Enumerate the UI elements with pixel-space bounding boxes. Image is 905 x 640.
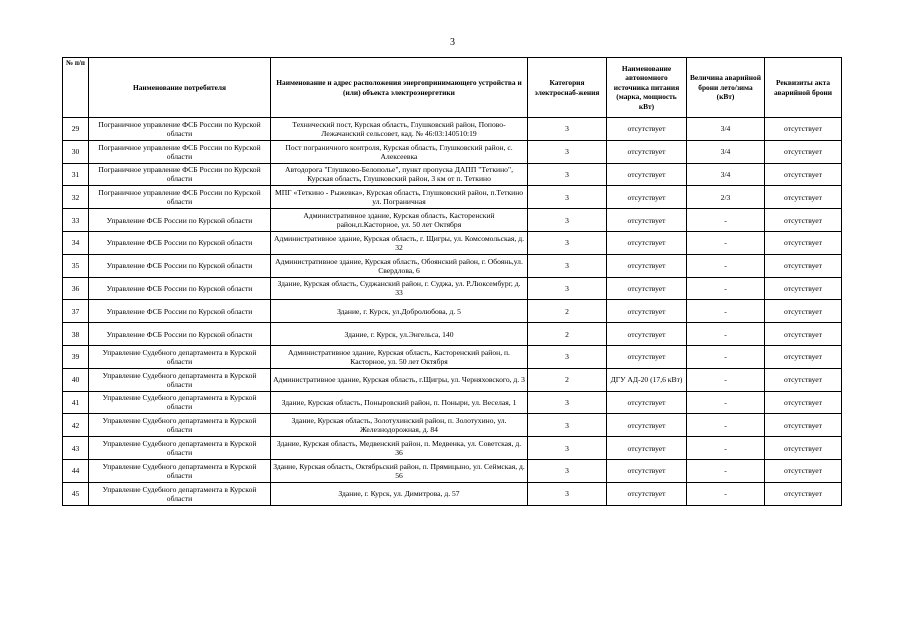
cell-num: 36 — [63, 277, 89, 300]
cell-consumer: Управление Судебного департамента в Курской области — [89, 459, 271, 482]
table-row — [63, 414, 842, 437]
table-row — [63, 437, 842, 460]
cell-object: Здание, Курская область, Золотухинский район, п. Золотухино, ул. Железнодорожная, д. 84 — [271, 414, 528, 437]
cell-act: отсутствует — [765, 118, 842, 141]
cell-consumer: Управление ФСБ России по Курской области — [89, 254, 271, 277]
cell-reserve: - — [687, 391, 765, 414]
header-consumer: Наименование потребителя — [89, 58, 271, 118]
cell-reserve: - — [687, 482, 765, 505]
cell-consumer: Управление ФСБ России по Курской области — [89, 323, 271, 346]
table-row — [63, 391, 842, 414]
cell-object: Административное здание, Курская область, Касторенский район,п.Касторное, ул. 50 лет Октября — [271, 209, 528, 232]
table-row — [63, 277, 842, 300]
cell-source: отсутствует — [607, 277, 687, 300]
cell-consumer: Управление Судебного департамента в Курской области — [89, 345, 271, 368]
cell-reserve: - — [687, 277, 765, 300]
cell-object: Автодорога "Глушково-Белополье", пункт пропуска ДАПП "Теткино", Курская область, Глушковский район, 3 км от п. Теткино — [271, 163, 528, 186]
cell-object: Здание, Курская область, Поныровский район, п. Поныри, ул. Веселая, 1 — [271, 391, 528, 414]
cell-object: Административное здание, Курская область, г. Щигры, ул. Комсомольская, д. 32 — [271, 231, 528, 254]
cell-object: Здание, Курская область, Суджанский район, г. Суджа, ул. Р.Люксембург, д. 33 — [271, 277, 528, 300]
cell-consumer: Управление Судебного департамента в Курской области — [89, 391, 271, 414]
table-row — [63, 254, 842, 277]
cell-reserve: 3/4 — [687, 140, 765, 163]
header-category: Категория электроснаб-жения — [528, 58, 607, 118]
cell-reserve: - — [687, 459, 765, 482]
cell-category: 3 — [528, 482, 607, 505]
cell-num: 39 — [63, 345, 89, 368]
table-row — [63, 482, 842, 505]
cell-consumer: Управление ФСБ России по Курской области — [89, 209, 271, 232]
cell-consumer: Пограничное управление ФСБ России по Курской области — [89, 118, 271, 141]
cell-act: отсутствует — [765, 140, 842, 163]
cell-reserve: - — [687, 345, 765, 368]
cell-consumer: Управление Судебного департамента в Курской области — [89, 368, 271, 391]
cell-reserve: - — [687, 437, 765, 460]
cell-num: 45 — [63, 482, 89, 505]
cell-act: отсутствует — [765, 209, 842, 232]
cell-consumer: Пограничное управление ФСБ России по Курской области — [89, 163, 271, 186]
cell-category: 3 — [528, 345, 607, 368]
table-row — [63, 368, 842, 391]
cell-act: отсутствует — [765, 254, 842, 277]
consumers-table — [62, 57, 842, 506]
cell-num: 42 — [63, 414, 89, 437]
table-row — [63, 209, 842, 232]
cell-source: отсутствует — [607, 163, 687, 186]
cell-act: отсутствует — [765, 186, 842, 209]
cell-category: 3 — [528, 118, 607, 141]
cell-num: 34 — [63, 231, 89, 254]
cell-category: 3 — [528, 414, 607, 437]
cell-reserve: 2/3 — [687, 186, 765, 209]
table-row — [63, 163, 842, 186]
cell-object: Пост пограничного контроля, Курская область, Глушковский район, с. Алексеевка — [271, 140, 528, 163]
page-number: 3 — [450, 37, 455, 48]
cell-consumer: Управление ФСБ России по Курской области — [89, 231, 271, 254]
cell-reserve: - — [687, 254, 765, 277]
cell-num: 37 — [63, 300, 89, 323]
cell-object: Здание, Курская область, Медвенский район, п. Медвенка, ул. Советская, д. 36 — [271, 437, 528, 460]
table-row — [63, 323, 842, 346]
cell-consumer: Управление Судебного департамента в Курской области — [89, 437, 271, 460]
cell-source: отсутствует — [607, 118, 687, 141]
cell-act: отсутствует — [765, 391, 842, 414]
table-row — [63, 231, 842, 254]
cell-object: Здание, г. Курск, ул.Энгельса, 140 — [271, 323, 528, 346]
cell-category: 3 — [528, 209, 607, 232]
cell-category: 3 — [528, 140, 607, 163]
cell-object: Технический пост, Курская область, Глушковский район, Попово-Лежачанский сельсовет, кад. № 46:03:140510:19 — [271, 118, 528, 141]
cell-act: отсутствует — [765, 231, 842, 254]
cell-num: 29 — [63, 118, 89, 141]
cell-object: МПГ «Теткино - Рыжевка», Курская область, Глушковский район, п.Теткино ул. Пограничная — [271, 186, 528, 209]
cell-num: 41 — [63, 391, 89, 414]
cell-source: отсутствует — [607, 300, 687, 323]
cell-reserve: - — [687, 300, 765, 323]
header-reserve: Величина аварийной брони лето/зима (кВт) — [687, 58, 765, 118]
cell-object: Административное здание, Курская область, г.Щигры, ул. Черняховского, д. 3 — [271, 368, 528, 391]
cell-source: отсутствует — [607, 345, 687, 368]
table-row — [63, 345, 842, 368]
table-row — [63, 459, 842, 482]
cell-reserve: 3/4 — [687, 118, 765, 141]
cell-reserve: - — [687, 414, 765, 437]
cell-reserve: - — [687, 323, 765, 346]
cell-num: 32 — [63, 186, 89, 209]
cell-num: 38 — [63, 323, 89, 346]
cell-act: отсутствует — [765, 482, 842, 505]
cell-source: отсутствует — [607, 209, 687, 232]
cell-source: отсутствует — [607, 140, 687, 163]
table-row — [63, 118, 842, 141]
cell-source: отсутствует — [607, 459, 687, 482]
cell-num: 35 — [63, 254, 89, 277]
cell-consumer: Управление Судебного департамента в Курской области — [89, 414, 271, 437]
cell-consumer: Пограничное управление ФСБ России по Курской области — [89, 186, 271, 209]
cell-category: 3 — [528, 186, 607, 209]
cell-category: 3 — [528, 277, 607, 300]
cell-source: отсутствует — [607, 482, 687, 505]
cell-num: 30 — [63, 140, 89, 163]
cell-reserve: 3/4 — [687, 163, 765, 186]
cell-consumer: Управление Судебного департамента в Курской области — [89, 482, 271, 505]
cell-act: отсутствует — [765, 300, 842, 323]
cell-category: 3 — [528, 391, 607, 414]
cell-reserve: - — [687, 368, 765, 391]
cell-source: ДГУ АД-20 (17,6 кВт) — [607, 368, 687, 391]
cell-source: отсутствует — [607, 437, 687, 460]
cell-category: 3 — [528, 163, 607, 186]
table-body — [63, 118, 842, 506]
cell-consumer: Пограничное управление ФСБ России по Курской области — [89, 140, 271, 163]
cell-source: отсутствует — [607, 323, 687, 346]
cell-consumer: Управление ФСБ России по Курской области — [89, 300, 271, 323]
table-header-row — [63, 58, 842, 118]
cell-source: отсутствует — [607, 254, 687, 277]
header-source: Наименование автономного источника питания (марка, мощность кВт) — [607, 58, 687, 118]
cell-source: отсутствует — [607, 231, 687, 254]
cell-act: отсутствует — [765, 368, 842, 391]
cell-act: отсутствует — [765, 163, 842, 186]
cell-category: 3 — [528, 459, 607, 482]
cell-category: 3 — [528, 231, 607, 254]
cell-num: 31 — [63, 163, 89, 186]
cell-source: отсутствует — [607, 391, 687, 414]
cell-act: отсутствует — [765, 437, 842, 460]
cell-object: Административное здание, Курская область, Обоянский район, г. Обоянь,ул. Свердлова, 6 — [271, 254, 528, 277]
cell-category: 2 — [528, 323, 607, 346]
cell-act: отсутствует — [765, 459, 842, 482]
cell-object: Здание, г. Курск, ул.Добролюбова, д. 5 — [271, 300, 528, 323]
cell-category: 2 — [528, 368, 607, 391]
cell-object: Здание, Курская область, Октябрьский район, п. Прямицыно, ул. Сеймская, д. 56 — [271, 459, 528, 482]
cell-num: 33 — [63, 209, 89, 232]
cell-reserve: - — [687, 209, 765, 232]
table-row — [63, 186, 842, 209]
header-num: № п/п — [63, 58, 89, 118]
header-object: Наименование и адрес расположения энергопринимающего устройства и (или) объекта электроэнергетики — [271, 58, 528, 118]
cell-reserve: - — [687, 231, 765, 254]
table-row — [63, 300, 842, 323]
cell-source: отсутствует — [607, 186, 687, 209]
cell-object: Здание, г. Курск, ул. Димитрова, д. 57 — [271, 482, 528, 505]
cell-act: отсутствует — [765, 345, 842, 368]
cell-object: Административное здание, Курская область, Касторенский район, п. Касторное, ул. 50 лет Октября — [271, 345, 528, 368]
cell-consumer: Управление ФСБ России по Курской области — [89, 277, 271, 300]
cell-source: отсутствует — [607, 414, 687, 437]
cell-act: отсутствует — [765, 323, 842, 346]
cell-category: 2 — [528, 300, 607, 323]
header-act: Реквизиты акта аварийной брони — [765, 58, 842, 118]
cell-category: 3 — [528, 437, 607, 460]
cell-act: отсутствует — [765, 414, 842, 437]
cell-num: 40 — [63, 368, 89, 391]
cell-act: отсутствует — [765, 277, 842, 300]
cell-num: 44 — [63, 459, 89, 482]
table-row — [63, 140, 842, 163]
cell-category: 3 — [528, 254, 607, 277]
cell-num: 43 — [63, 437, 89, 460]
